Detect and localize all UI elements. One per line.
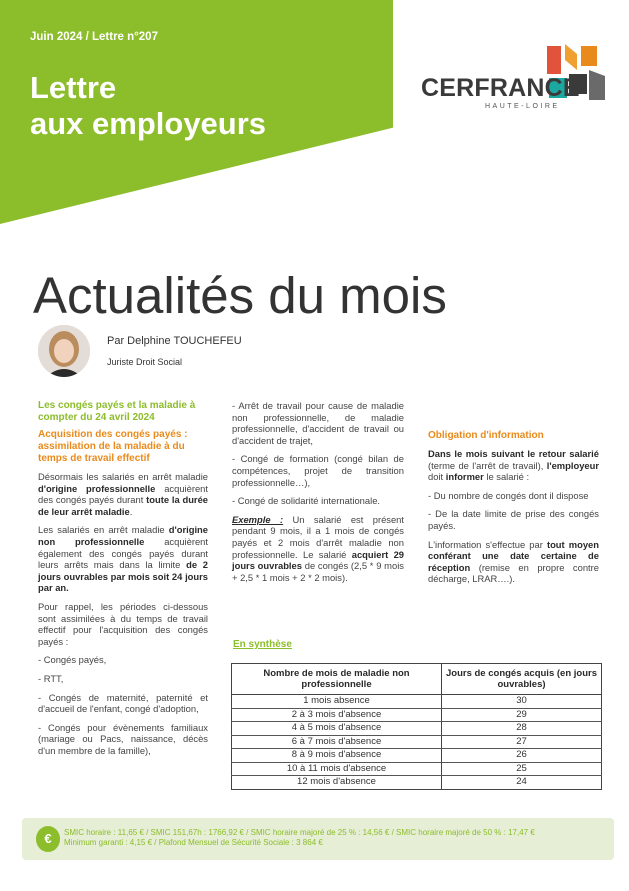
- cell-months: 4 à 5 mois d'absence: [232, 722, 442, 736]
- table-header-row: [232, 664, 602, 695]
- cell-days: 25: [442, 762, 602, 776]
- cell-months: 12 mois d'absence: [232, 776, 442, 790]
- cell-months: 2 à 3 mois d'absence: [232, 708, 442, 722]
- cell-days: 27: [442, 735, 602, 749]
- table-row: [232, 749, 602, 763]
- cell-months: 6 à 7 mois d'absence: [232, 735, 442, 749]
- title-line-1: Lettre: [30, 70, 117, 105]
- table-row: [232, 708, 602, 722]
- logo-name: CERFRANCE: [421, 74, 580, 102]
- section-title: Actualités du mois: [33, 267, 447, 324]
- cell-months: 8 à 9 mois d'absence: [232, 749, 442, 763]
- synthesis-table: [231, 663, 602, 790]
- footer-line-2: Minimum garanti : 4,15 € / Plafond Mensuel de Sécurité Sociale : 3 864 €: [64, 838, 323, 847]
- paragraph-non-professional: Les salariés en arrêt maladie d'origine non professionnelle acquièrent également des congés payés durant leurs arrêts mais dans la limite de 2 jours ouvrables par mois soit 24 jours par an.: [38, 524, 208, 594]
- list-item: - RTT,: [38, 672, 64, 684]
- info-paragraph: L'information s'effectue par tout moyen conférant une date certaine de réception (remise en propre contre décharge, LRAR….).: [428, 538, 599, 585]
- issue-label: Juin 2024 / Lettre n°207: [30, 31, 158, 43]
- list-item: - Arrêt de travail pour cause de maladie non professionnelle, de maladie professionnelle, d'accident de travail ou d'accident de trajet,: [232, 400, 404, 446]
- example-paragraph: Exemple : Un salarié est présent pendant 9 mois, il a 1 mois de congés payés et 2 mois d'arrêt maladie non professionnelle. Le salarié acquiert 29 jours ouvrables de congés (2,5 * 9 mois + 2,5 * 1 mois + 2 * 2 mois).: [232, 513, 404, 583]
- paragraph-reminder: Pour rappel, les périodes ci-dessous sont assimilées à du temps de travail effectif pour l'acquisition des congés payés :: [38, 600, 208, 647]
- table-row: [232, 776, 602, 790]
- table-row: [232, 762, 602, 776]
- article-subhead: Acquisition des congés payés : assimilation de la maladie à du temps de travail effectif: [38, 429, 188, 464]
- paragraph-professional: Désormais les salariés en arrêt maladie d'origine professionnelle acquièrent des congés payés durant toute la durée de leur arrêt maladie.: [38, 471, 208, 517]
- cell-months: 10 à 11 mois d'absence: [232, 762, 442, 776]
- obligation-heading: Obligation d'information: [428, 430, 544, 441]
- list-item: - Congés payés,: [38, 654, 107, 666]
- list-item: - Du nombre de congés dont il dispose: [428, 489, 589, 501]
- table-row: [232, 735, 602, 749]
- list-item: - Congés pour évènements familiaux (mariage ou Pacs, naissance, décès d'un membre de la famille),: [38, 721, 208, 756]
- cell-days: 28: [442, 722, 602, 736]
- cell-months: 1 mois absence: [232, 695, 442, 709]
- cell-days: 30: [442, 695, 602, 709]
- author-role: Juriste Droit Social: [107, 357, 183, 367]
- list-item: - Congé de formation (congé bilan de compétences, projet de transition professionnelle…),: [232, 453, 404, 488]
- article-column-2: [232, 400, 404, 590]
- euro-icon: €: [36, 826, 60, 852]
- article-column-1: [38, 400, 208, 763]
- cell-days: 29: [442, 708, 602, 722]
- table-row: [232, 722, 602, 736]
- cell-days: 26: [442, 749, 602, 763]
- table-header-months: Nombre de mois de maladie non professionnelle: [232, 664, 442, 695]
- title-line-2: aux employeurs: [30, 106, 267, 141]
- portrait-icon: [38, 325, 90, 377]
- cerfrance-logo: [421, 44, 611, 116]
- table-row: [232, 695, 602, 709]
- obligation-paragraph: Dans le mois suivant le retour salarié (terme de l'arrêt de travail), l'employeur doit informer le salarié :: [428, 448, 599, 483]
- footer-smic-bar: [22, 818, 614, 860]
- list-item: - De la date limite de prise des congés payés.: [428, 508, 599, 531]
- table-header-days: Jours de congés acquis (en jours ouvrables): [442, 664, 602, 695]
- author-name: Par Delphine TOUCHEFEU: [107, 335, 242, 347]
- list-item: - Congés de maternité, paternité et d'accueil de l'enfant, congé d'adoption,: [38, 691, 208, 715]
- newsletter-title: [30, 70, 266, 142]
- synthesis-heading: En synthèse: [233, 639, 292, 650]
- logo-subtitle: HAUTE-LOIRE: [485, 103, 560, 110]
- article-column-3: [428, 400, 599, 592]
- list-item: - Congé de solidarité internationale.: [232, 495, 381, 507]
- footer-line-1: SMIC horaire : 11,65 € / SMIC 151,67h : 1766,92 € / SMIC horaire majoré de 25 % : 14,56 € / SMIC horaire majoré de 50 % : 17,47 €: [64, 828, 535, 837]
- cell-days: 24: [442, 776, 602, 790]
- article-title: Les congés payés et la maladie à compter du 24 avril 2024: [38, 400, 196, 423]
- author-avatar: [38, 325, 90, 377]
